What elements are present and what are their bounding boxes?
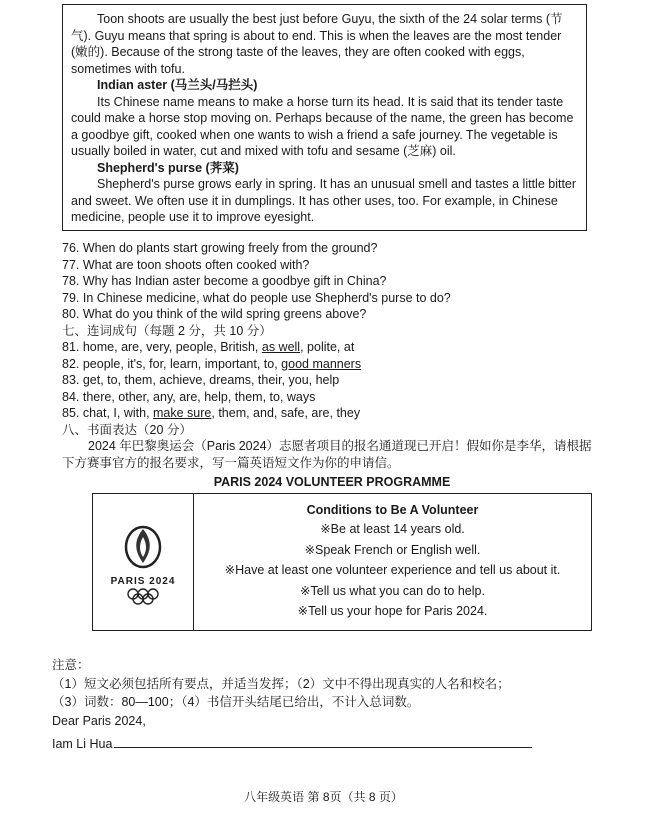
question-79: 79. In Chinese medicine, what do people use Shepherd's purse to do? bbox=[62, 290, 451, 305]
reading-passage-box bbox=[62, 4, 587, 231]
question-76: 76. When do plants start growing freely from the ground? bbox=[62, 241, 378, 255]
page-footer: 八年级英语 第 8页（共 8 页） bbox=[244, 790, 403, 804]
note-line-1: （1）短文必须包括所有要点，并适当发挥；（2）文中不得出现真实的人名和校名； bbox=[52, 676, 510, 691]
question-78: 78. Why has Indian aster become a goodbye gift in China? bbox=[62, 274, 387, 288]
notes-title: 注意： bbox=[52, 658, 90, 672]
olympic-rings-icon bbox=[126, 588, 160, 606]
volunteer-conditions-table bbox=[92, 493, 592, 631]
sentence-item-82: 82. people, it's, for, learn, important, to, good manners bbox=[62, 356, 362, 371]
passage-paragraph-toon: Toon shoots are usually the best just before Guyu, the sixth of the 24 solar terms (节气). Guyu means that spring is about to end. This is when the leaves are the most tender (嫩的). Because of the strong taste of the leaves, they are often cooked with eggs, sometimes with tofu. bbox=[71, 12, 563, 76]
programme-title: PARIS 2024 VOLUNTEER PROGRAMME bbox=[213, 475, 451, 489]
question-80: 80. What do you think of the wild spring greens above? bbox=[62, 307, 367, 321]
questions-list bbox=[62, 240, 602, 631]
sentence-item-85: 85. chat, I, with, make sure, them, and, safe, are, they bbox=[62, 406, 361, 420]
writing-task-intro: 2024 年巴黎奥运会（Paris 2024）志愿者项目的报名通道现已开启！假如你是李华，请根据下方赛事官方的报名要求，写一篇英语短文作为你的申请信。 bbox=[62, 439, 592, 470]
question-77: 77. What are toon shoots often cooked with? bbox=[62, 257, 310, 272]
passage-heading-indian-aster: Indian aster (马兰头/马拦头) bbox=[97, 78, 258, 92]
letter-greeting: Dear Paris 2024, bbox=[52, 713, 146, 728]
letter-opening-line: Iam Li Hua bbox=[52, 735, 592, 753]
conditions-cell bbox=[194, 494, 591, 630]
olympic-flame-icon bbox=[119, 517, 167, 573]
sentence-item-83: 83. get, to, them, achieve, dreams, their, you, help bbox=[62, 373, 340, 387]
writing-notes bbox=[52, 657, 592, 755]
sentence-item-84: 84. there, other, any, are, help, them, to, ways bbox=[62, 389, 316, 404]
condition-experience: ※Have at least one volunteer experience and tell us about it. bbox=[224, 563, 561, 577]
section-7-title: 七、连词成句（每题 2 分，共 10 分） bbox=[62, 323, 272, 338]
note-line-2: （3）词数：80—100；（4）书信开头结尾已给出，不计入总词数。 bbox=[52, 695, 420, 709]
passage-paragraph-shepherds-purse: Shepherd's purse grows early in spring. It has an unusual smell and tastes a little bitter and sweet. We often use it in dumplings. It has other uses, too. For example, in Chinese medicine, people use it to improve eyesight. bbox=[71, 177, 577, 224]
passage-paragraph-indian-aster: Its Chinese name means to make a horse turn its head. It is said that its tender taste could make a horse stop moving on. Perhaps because of the name, the green has become a goodbye gift, cooked when one wants to wish a friend a safe journey. The vegetable is usually boiled in water, cut and mixed with tofu and sesame (芝麻) oil. bbox=[71, 94, 574, 158]
logo-text: PARIS 2024 bbox=[110, 575, 176, 587]
passage-heading-shepherds-purse: Shepherd's purse (荠菜) bbox=[97, 160, 239, 175]
condition-help: ※Tell us what you can do to help. bbox=[300, 583, 485, 598]
conditions-title: Conditions to Be A Volunteer bbox=[306, 502, 479, 517]
writing-answer-line bbox=[114, 735, 532, 748]
condition-age: ※Be at least 14 years old. bbox=[320, 522, 465, 536]
section-8-title: 八、书面表达（20 分） bbox=[62, 422, 192, 437]
condition-hope: ※Tell us your hope for Paris 2024. bbox=[297, 604, 488, 618]
sentence-item-81: 81. home, are, very, people, British, as well, polite, at bbox=[62, 340, 355, 354]
condition-language: ※Speak French or English well. bbox=[304, 542, 481, 557]
paris-2024-logo bbox=[93, 494, 194, 630]
